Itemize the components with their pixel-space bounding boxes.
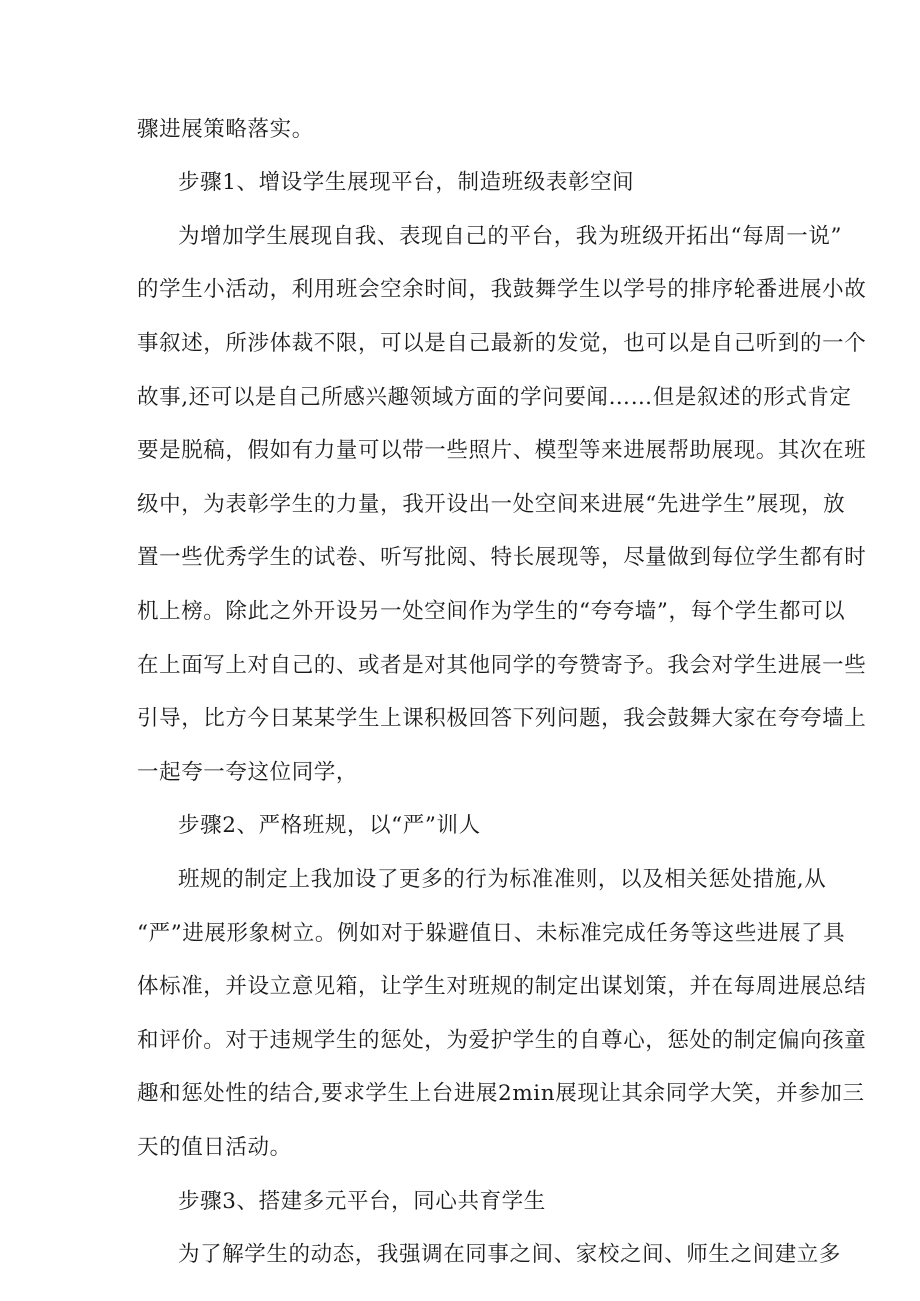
text-line: 骤进展策略落实。	[137, 117, 314, 142]
text-line: 一起夸一夸这位同学，	[137, 760, 359, 785]
text-line: 的学生小活动，利用班会空余时间，我鼓舞学生以学号的排序轮番进展小故	[137, 277, 867, 302]
text-line: 和评价。对于违规学生的惩处，为爱护学生的自尊心，惩处的制定偏向孩童	[137, 1028, 867, 1053]
text-line: 在上面写上对自己的、或者是对其他同学的夸赞寄予。我会对学生进展一些	[137, 653, 867, 678]
paragraph-first-line: 为增加学生展现自我、表现自己的平台，我为班级开拓出“每周一说”	[178, 224, 843, 249]
section-heading-step-2: 步骤2、严格班规，以“严”训人	[178, 813, 481, 838]
section-heading-step-3: 步骤3、搭建多元平台，同心共育学生	[178, 1189, 546, 1214]
text-line: “严”进展形象树立。例如对于躲避值日、未标准完成任务等这些进展了具	[137, 921, 846, 946]
text-line: 机上榜。除此之外开设另一处空间作为学生的“夸夸墙”，每个学生都可以	[137, 599, 846, 624]
text-line: 天的值日活动。	[137, 1135, 292, 1160]
text-line: 趣和惩处性的结合,要求学生上台进展2min展现让其余同学大笑，并参加三	[137, 1081, 865, 1106]
text-line: 故事,还可以是自己所感兴趣领域方面的学问要闻……但是叙述的形式肯定	[137, 385, 852, 410]
text-line: 引导，比方今日某某学生上课积极回答下列问题，我会鼓舞大家在夸夸墙上	[137, 706, 867, 731]
text-line: 置一些优秀学生的试卷、听写批阅、特长展现等，尽量做到每位学生都有时	[137, 545, 867, 570]
paragraph-first-line: 班规的制定上我加设了更多的行为标准准则，以及相关惩处措施,从	[178, 867, 827, 892]
paragraph-first-line: 为了解学生的动态，我强调在同事之间、家校之间、师生之间建立多	[178, 1242, 842, 1267]
section-heading-step-1: 步骤1、增设学生展现平台，制造班级表彰空间	[178, 170, 635, 195]
text-line: 级中，为表彰学生的力量，我开设出一处空间来进展“先进学生”展现，放	[137, 492, 846, 517]
text-line: 要是脱稿，假如有力量可以带一些照片、模型等来进展帮助展现。其次在班	[137, 438, 867, 463]
text-line: 事叙述，所涉体裁不限，可以是自己最新的发觉，也可以是自己听到的一个	[137, 331, 867, 356]
text-line: 体标准，并设立意见箱，让学生对班规的制定出谋划策，并在每周进展总结	[137, 974, 867, 999]
